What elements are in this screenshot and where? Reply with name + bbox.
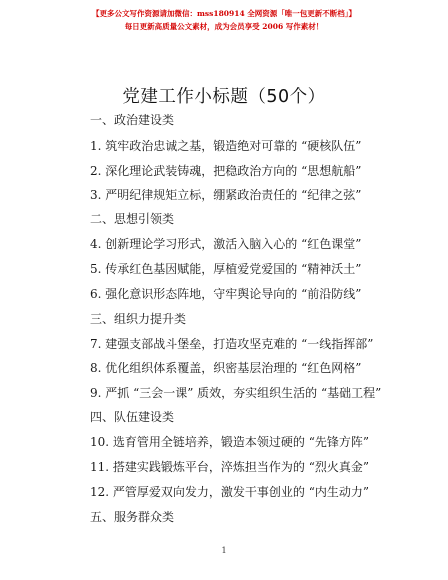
list-item-10: 10. 选育管用全链培养，锻造本领过硬的 “先锋方阵” [90,435,369,449]
promo-banner-line-1: 【更多公文写作资源请加微信：mss180914 全网资源「唯一包更新不断档」】 [91,9,357,18]
list-item-11: 11. 搭建实践锻炼平台，淬炼担当作为的 “烈火真金” [90,460,369,474]
list-item-7: 7. 建强支部战斗堡垒，打造攻坚克难的 “一线指挥部” [90,337,374,351]
list-item-2: 2. 深化理论武装铸魂，把稳政治方向的 “思想航船” [90,164,362,178]
list-item-12: 12. 严管厚爱双向发力，激发干事创业的 “内生动力” [90,485,369,499]
list-item-3: 3. 严明纪律规矩立标，绷紧政治责任的 “纪律之弦” [90,188,362,202]
list-item-9: 9. 严抓 “三会一课” 质效，夯实组织生活的 “基础工程” [90,386,382,400]
list-item-8: 8. 优化组织体系覆盖，织密基层治理的 “红色网格” [90,361,362,375]
list-item-4: 4. 创新理论学习形式，激活入脑入心的 “红色课堂” [90,237,362,251]
section-heading-team: 四、队伍建设类 [90,410,175,424]
list-item-6: 6. 强化意识形态阵地，守牢舆论导向的 “前沿防线” [90,287,362,301]
document-title: 党建工作小标题（50个） [122,87,326,107]
list-item-5: 5. 传承红色基因赋能，厚植爱党爱国的 “精神沃土” [90,262,362,276]
list-item-1: 1. 筑牢政治忠诚之基，锻造绝对可靠的 “硬核队伍” [90,139,362,153]
page-number: 1 [221,546,227,555]
section-heading-political: 一、政治建设类 [90,113,175,127]
section-heading-thought: 二、思想引领类 [90,212,175,226]
section-heading-service: 五、服务群众类 [90,510,175,524]
promo-banner-line-2: 每日更新高质量公文素材，成为会员享受 2006 写作素材！ [124,22,324,31]
section-heading-organization: 三、组织力提升类 [90,312,187,326]
